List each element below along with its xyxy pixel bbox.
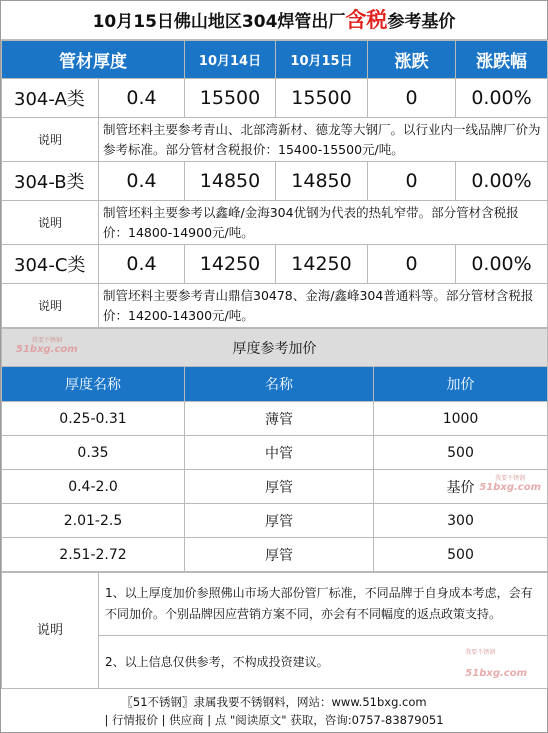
thickness-table bbox=[1, 328, 548, 572]
change-value: 0 bbox=[368, 79, 456, 118]
change-value: 0 bbox=[368, 162, 456, 201]
thickness-row bbox=[2, 504, 548, 538]
header-thickness: 管材厚度 bbox=[2, 41, 185, 79]
watermark-logo: 我要不锈钢 51bxg.com bbox=[479, 475, 542, 493]
name-cell: 厚管 bbox=[185, 470, 374, 504]
page-title bbox=[1, 1, 547, 40]
section-title-row bbox=[2, 329, 548, 367]
note-row-a bbox=[2, 118, 548, 162]
description-row bbox=[2, 573, 548, 636]
footer-line-2: | 行情报价 | 供应商 | 点 "阅读原文" 获取，咨询:0757-83879051 bbox=[104, 713, 444, 727]
name-cell: 中管 bbox=[185, 436, 374, 470]
description-label: 说明 bbox=[2, 573, 99, 689]
name-cell: 薄管 bbox=[185, 402, 374, 436]
thickness-row bbox=[2, 436, 548, 470]
thickness-row bbox=[2, 470, 548, 504]
header-range: 厚度名称 bbox=[2, 367, 185, 402]
curr-price: 14250 bbox=[276, 245, 368, 284]
range-cell: 0.35 bbox=[2, 436, 185, 470]
header-add: 加价 bbox=[374, 367, 548, 402]
prev-price: 14850 bbox=[185, 162, 276, 201]
title-prefix: 10月15日佛山地区304焊管出厂 bbox=[92, 12, 346, 32]
add-cell: 1000 bbox=[374, 402, 548, 436]
note-row-c bbox=[2, 284, 548, 328]
watermark-logo: 我要不锈钢 51bxg.com bbox=[16, 337, 78, 355]
add-cell: 500 bbox=[374, 538, 548, 572]
header-curr-date: 10月15日 bbox=[276, 41, 368, 79]
category-label: 304-B类 bbox=[2, 162, 99, 201]
thickness-row bbox=[2, 538, 548, 572]
price-row-b bbox=[2, 162, 548, 201]
add-cell bbox=[374, 470, 548, 504]
header-name: 名称 bbox=[185, 367, 374, 402]
thickness-value: 0.4 bbox=[99, 79, 185, 118]
price-header-row bbox=[2, 41, 548, 79]
description-line-2: 2、以上信息仅供参考，不构成投资建议。 bbox=[105, 654, 329, 669]
name-cell: 厚管 bbox=[185, 504, 374, 538]
category-label: 304-A类 bbox=[2, 79, 99, 118]
description-line-2-cell bbox=[99, 636, 548, 689]
price-table bbox=[1, 40, 548, 328]
header-prev-date: 10月14日 bbox=[185, 41, 276, 79]
category-label: 304-C类 bbox=[2, 245, 99, 284]
change-pct: 0.00% bbox=[456, 245, 548, 284]
watermark-logo: 我要不锈钢 51bxg.com bbox=[465, 649, 527, 679]
header-change-pct: 涨跌幅 bbox=[456, 41, 548, 79]
add-cell: 300 bbox=[374, 504, 548, 538]
add-cell: 500 bbox=[374, 436, 548, 470]
prev-price: 14250 bbox=[185, 245, 276, 284]
note-label: 说明 bbox=[2, 118, 99, 162]
thickness-header-row bbox=[2, 367, 548, 402]
description-line-1: 1、以上厚度加价参照佛山市场大部份管厂标准，不同品牌于自身成本考虑，会有不同加价。个别品牌因应营销方案不同，亦会有不同幅度的返点政策支持。 bbox=[99, 573, 548, 636]
add-cell-text: 基价 bbox=[446, 479, 475, 496]
curr-price: 15500 bbox=[276, 79, 368, 118]
thickness-row bbox=[2, 402, 548, 436]
section-title bbox=[2, 329, 548, 367]
name-cell: 厚管 bbox=[185, 538, 374, 572]
prev-price: 15500 bbox=[185, 79, 276, 118]
header-change: 涨跌 bbox=[368, 41, 456, 79]
change-pct: 0.00% bbox=[456, 162, 548, 201]
change-pct: 0.00% bbox=[456, 79, 548, 118]
price-row-a bbox=[2, 79, 548, 118]
range-cell: 2.01-2.5 bbox=[2, 504, 185, 538]
price-row-c bbox=[2, 245, 548, 284]
title-highlight: 含税 bbox=[345, 8, 388, 32]
range-cell: 0.25-0.31 bbox=[2, 402, 185, 436]
change-value: 0 bbox=[368, 245, 456, 284]
note-text: 制管坯料主要参考青山鼎信30478、金海/鑫峰304普通料等。部分管材含税报价：14200-14300元/吨。 bbox=[99, 284, 548, 328]
range-cell: 2.51-2.72 bbox=[2, 538, 185, 572]
footer-line-1: 〖51不锈钢〗隶属我要不锈钢料，网站：www.51bxg.com bbox=[121, 695, 427, 709]
note-label: 说明 bbox=[2, 201, 99, 245]
note-text: 制管坯料主要参考以鑫峰/金海304优钢为代表的热轧窄带。部分管材含税报价：14800-14900元/吨。 bbox=[99, 201, 548, 245]
thickness-value: 0.4 bbox=[99, 162, 185, 201]
note-text: 制管坯料主要参考青山、北部湾新材、德龙等大钢厂。以行业内一线品牌厂价为参考标准。部分管材含税报价：15400-15500元/吨。 bbox=[99, 118, 548, 162]
note-row-b bbox=[2, 201, 548, 245]
note-label: 说明 bbox=[2, 284, 99, 328]
title-suffix: 参考基价 bbox=[387, 12, 456, 32]
description-table bbox=[1, 572, 548, 689]
thickness-value: 0.4 bbox=[99, 245, 185, 284]
footer bbox=[1, 689, 547, 729]
curr-price: 14850 bbox=[276, 162, 368, 201]
section-title-text: 厚度参考加价 bbox=[232, 340, 317, 357]
range-cell: 0.4-2.0 bbox=[2, 470, 185, 504]
